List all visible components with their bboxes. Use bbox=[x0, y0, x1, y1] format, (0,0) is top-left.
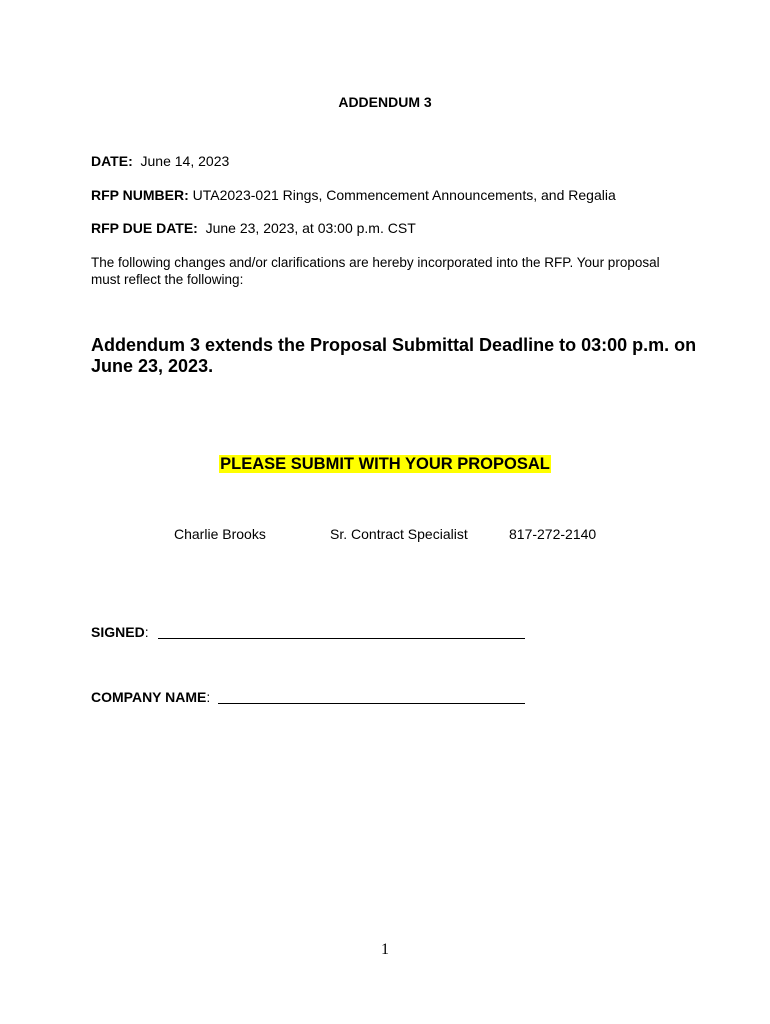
page-title: ADDENDUM 3 bbox=[338, 94, 432, 110]
submit-notice-text: PLEASE SUBMIT WITH YOUR PROPOSAL bbox=[220, 455, 550, 473]
rfp-number-row bbox=[91, 187, 616, 203]
page-number: 1 bbox=[381, 941, 389, 958]
contact-name: Charlie Brooks bbox=[174, 526, 266, 542]
submit-notice bbox=[0, 455, 770, 474]
deadline-notice: Addendum 3 extends the Proposal Submittal Deadline to 03:00 p.m. on June 23, 2023. bbox=[91, 335, 697, 376]
rfp-number-value: UTA2023-021 Rings, Commencement Announcements, and Regalia bbox=[192, 187, 616, 203]
signed-row: SIGNED: bbox=[91, 624, 149, 640]
date-label: DATE: bbox=[91, 153, 133, 169]
contact-title: Sr. Contract Specialist bbox=[330, 526, 468, 542]
company-name-label: COMPANY NAME bbox=[91, 689, 207, 705]
signed-line bbox=[158, 638, 525, 639]
company-name-line bbox=[218, 703, 525, 704]
rfp-number-label: RFP NUMBER: bbox=[91, 187, 189, 203]
date-value: June 14, 2023 bbox=[140, 153, 230, 169]
contact-phone: 817-272-2140 bbox=[509, 526, 597, 542]
company-name-row: COMPANY NAME: bbox=[91, 689, 211, 705]
rfp-due-date-label: RFP DUE DATE: bbox=[91, 220, 198, 236]
signed-label: SIGNED bbox=[91, 624, 145, 640]
rfp-due-date-row bbox=[91, 220, 416, 236]
date-row bbox=[91, 153, 229, 169]
intro-paragraph: The following changes and/or clarifications are hereby incorporated into the RFP. Your proposal must reflect the following: bbox=[91, 255, 660, 287]
rfp-due-date-value: June 23, 2023, at 03:00 p.m. CST bbox=[205, 220, 416, 236]
